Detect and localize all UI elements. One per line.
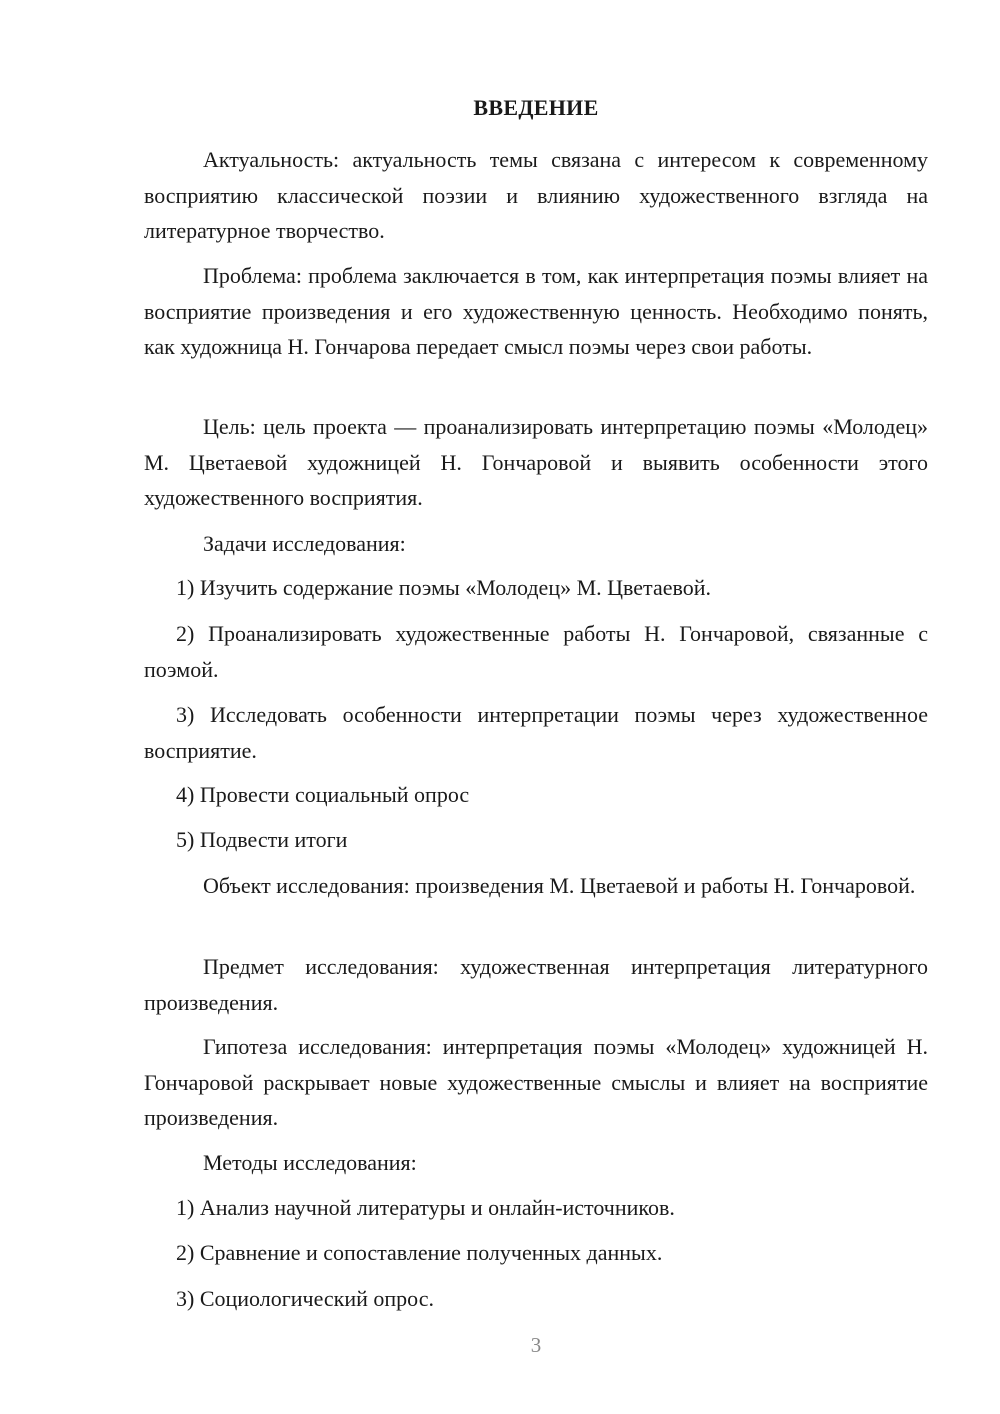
task-item-4: 4) Провести социальный опрос [176,782,470,807]
page-number: 3 [530,1333,542,1357]
task-item-1: 1) Изучить содержание поэмы «Молодец» М. Цветаевой. [176,575,711,600]
method-item-2: 2) Сравнение и сопоставление полученных данных. [176,1240,663,1265]
tasks-heading: Задачи исследования: [203,531,406,556]
task-item-3: 3) Исследовать особенности интерпретации поэмы через художественное восприятие. [144,702,928,763]
goal-paragraph: Цель: цель проекта — проанализировать интерпретацию поэмы «Молодец» М. Цветаевой художницей Н. Гончаровой и выявить особенности этого художественного восприятия. [144,414,928,510]
object-paragraph: Объект исследования: произведения М. Цветаевой и работы Н. Гончаровой. [203,873,916,898]
section-title: ВВЕДЕНИЕ [473,95,599,120]
hypothesis-paragraph: Гипотеза исследования: интерпретация поэмы «Молодец» художницей Н. Гончаровой раскрывает новые художественные смыслы и влияет на восприятие произведения. [144,1034,928,1130]
relevance-paragraph: Актуальность: актуальность темы связана с интересом к современному восприятию классической поэзии и влиянию художественного взгляда на литературное творчество. [144,147,928,243]
method-item-1: 1) Анализ научной литературы и онлайн-источников. [176,1195,675,1220]
methods-heading: Методы исследования: [203,1150,417,1175]
task-item-2: 2) Проанализировать художественные работы Н. Гончаровой, связанные с поэмой. [144,621,928,682]
method-item-3: 3) Социологический опрос. [176,1286,434,1311]
subject-paragraph: Предмет исследования: художественная интерпретация литературного произведения. [144,954,928,1015]
problem-paragraph: Проблема: проблема заключается в том, как интерпретация поэмы влияет на восприятие произведения и его художественную ценность. Необходимо понять, как художница Н. Гончарова передает смысл поэмы через свои работы. [144,263,928,359]
task-item-5: 5) Подвести итоги [176,827,348,852]
